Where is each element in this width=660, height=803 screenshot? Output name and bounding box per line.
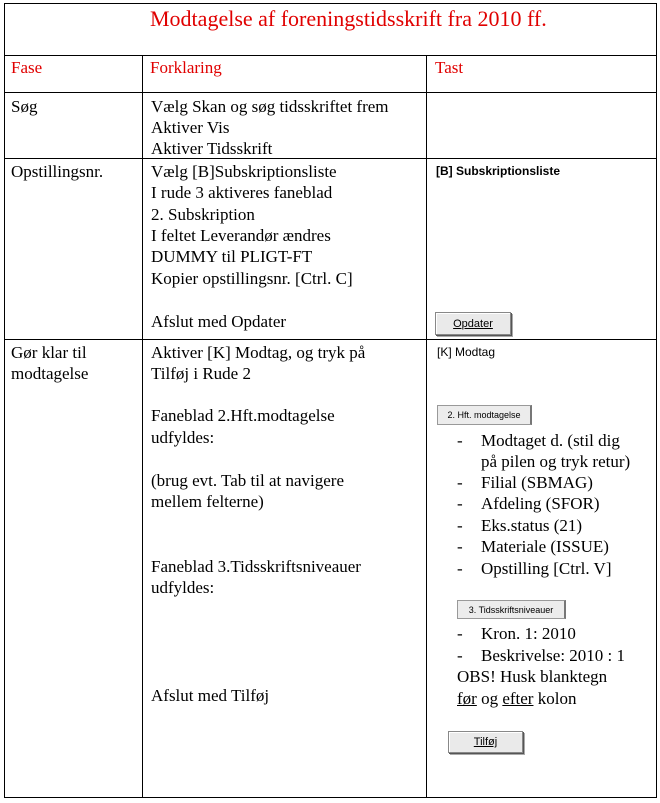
page-title: Modtagelse af foreningstidsskrift fra 2010 ff. bbox=[150, 6, 547, 31]
tilfoej-button-label: Tilføj bbox=[473, 736, 498, 748]
forklaring-line: mellem felterne) bbox=[151, 492, 264, 511]
tab-tidsskriftsniveauer-label: 3. Tidsskriftsniveauer bbox=[468, 604, 554, 615]
opdater-button[interactable] bbox=[435, 312, 511, 335]
obs-foer: før bbox=[457, 689, 477, 708]
forklaring-line: Aktiver Tidsskrift bbox=[151, 139, 273, 158]
forklaring-line: Afslut med Tilføj bbox=[151, 686, 270, 705]
forklaring-line: Faneblad 2.Hft.modtagelse bbox=[151, 406, 335, 425]
forklaring-line: I rude 3 aktiveres faneblad bbox=[151, 183, 333, 202]
forklaring-line: Kopier opstillingsnr. [Ctrl. C] bbox=[151, 269, 353, 288]
tab-hft-modtagelse[interactable] bbox=[437, 405, 532, 425]
table-divider bbox=[4, 158, 657, 159]
forklaring-line: udfyldes: bbox=[151, 428, 215, 447]
tab-tidsskriftsniveauer[interactable] bbox=[457, 600, 566, 619]
forklaring-line: (brug evt. Tab til at navigere bbox=[151, 471, 344, 490]
forklaring-line: Tilføj i Rude 2 bbox=[151, 364, 251, 383]
header-fase: Fase bbox=[11, 58, 43, 77]
header-forklaring: Forklaring bbox=[150, 58, 222, 77]
forklaring-line: Aktiver [K] Modtag, og tryk på bbox=[151, 343, 366, 362]
tilfoej-button[interactable] bbox=[448, 731, 523, 753]
header-tast: Tast bbox=[435, 58, 464, 77]
forklaring-line: Aktiver Vis bbox=[151, 118, 230, 137]
fase-cell: Søg bbox=[11, 97, 38, 116]
forklaring-line: DUMMY til PLIGT-FT bbox=[151, 247, 313, 266]
opdater-button-label: Opdater bbox=[453, 317, 493, 330]
forklaring-line: I feltet Leverandør ændres bbox=[151, 226, 331, 245]
fase-cell: Opstillingsnr. bbox=[11, 162, 104, 181]
table-border-left bbox=[4, 3, 5, 798]
forklaring-line: Afslut med Opdater bbox=[151, 312, 287, 331]
tast-label: [K] Modtag bbox=[437, 345, 496, 359]
fase-cell: Gør klar til bbox=[11, 343, 87, 362]
table-border-right bbox=[656, 3, 657, 798]
fase-cell: modtagelse bbox=[11, 364, 89, 383]
table-divider bbox=[4, 55, 657, 56]
forklaring-line: Vælg [B]Subskriptionsliste bbox=[151, 162, 337, 181]
obs-note: OBS! Husk blanktegn bbox=[457, 667, 608, 686]
forklaring-line: Vælg Skan og søg tidsskriftet frem bbox=[151, 97, 389, 116]
table-divider bbox=[4, 92, 657, 93]
forklaring-line: Faneblad 3.Tidsskriftsniveauer bbox=[151, 557, 361, 576]
table-border-top bbox=[4, 3, 657, 4]
obs-efter: efter bbox=[502, 689, 534, 708]
column-divider bbox=[142, 55, 143, 798]
tast-label: [B] Subskriptionsliste bbox=[436, 164, 561, 178]
column-divider bbox=[426, 55, 427, 798]
table-border-bottom bbox=[4, 797, 657, 798]
tab-hft-modtagelse-label: 2. Hft. modtagelse bbox=[447, 410, 521, 420]
forklaring-line: udfyldes: bbox=[151, 578, 215, 597]
table-divider bbox=[4, 339, 657, 340]
forklaring-line: 2. Subskription bbox=[151, 205, 255, 224]
obs-note-line2: før og efter kolon bbox=[457, 689, 577, 708]
